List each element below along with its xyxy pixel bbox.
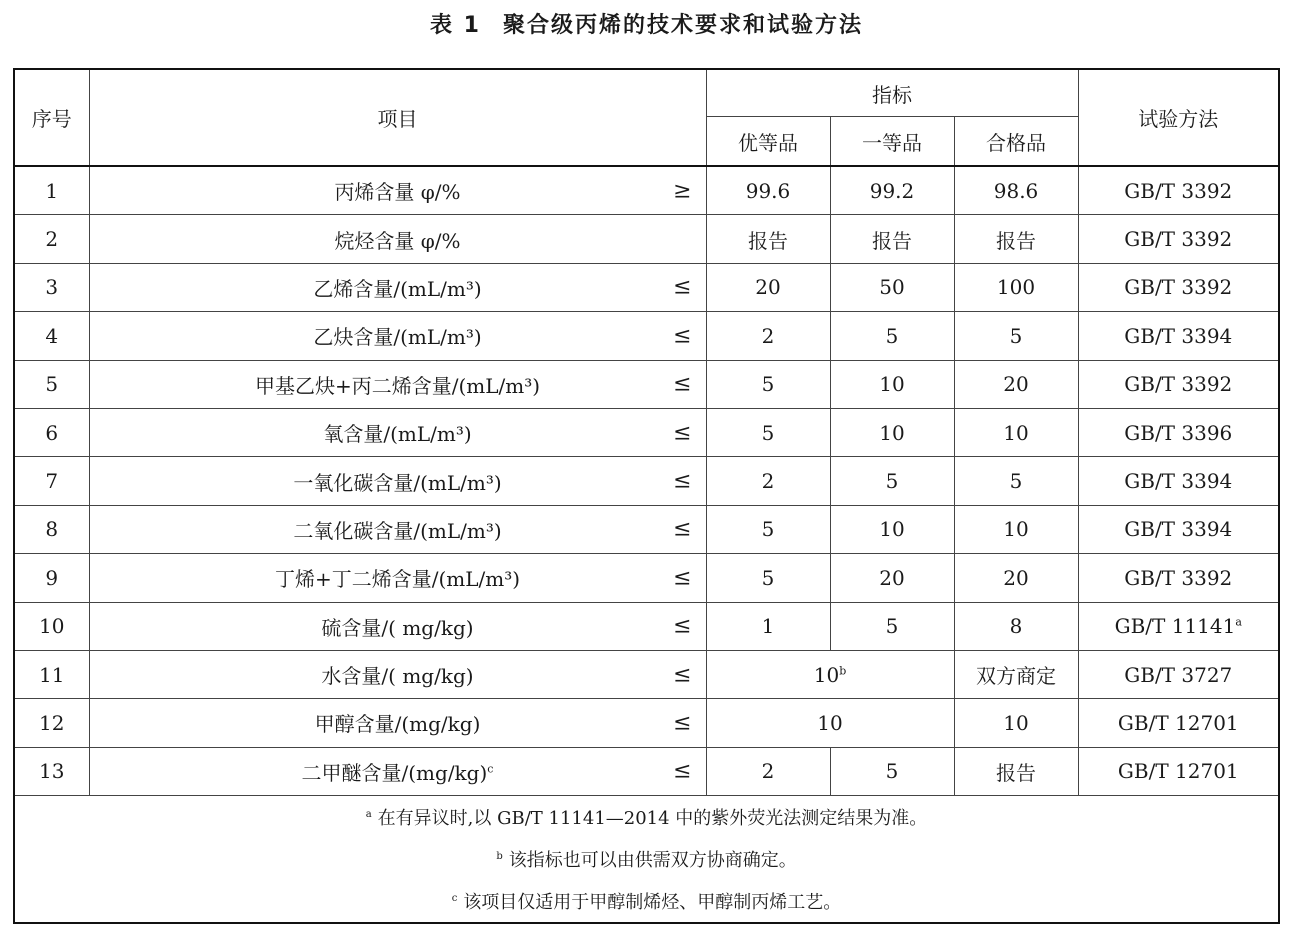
- value-label: 10: [817, 710, 843, 735]
- value-label: 10: [813, 662, 840, 687]
- method-cell: [1078, 166, 1279, 215]
- method-cell: [1078, 699, 1279, 747]
- item-cell: [89, 554, 706, 602]
- item-label: 二氧化碳含量/(mL/m³): [293, 518, 502, 543]
- spec-table: [13, 68, 1280, 924]
- comparison-symbol: ≤: [673, 758, 692, 784]
- item-cell: [89, 312, 706, 360]
- item-label: 乙炔含量/(mL/m³): [313, 325, 482, 350]
- header-grade: 优等品: [706, 117, 830, 167]
- value-cell-first: 99.2: [830, 166, 954, 215]
- value-cell-first: 5: [830, 312, 954, 360]
- value-cell-qualified: 98.6: [954, 166, 1078, 215]
- value-cell-premium: 5: [706, 408, 830, 456]
- seq-cell: 12: [14, 699, 89, 747]
- item-label: 烷烃含量 φ/%: [334, 228, 461, 253]
- seq-cell: 6: [14, 408, 89, 456]
- item-label: 氧含量/(mL/m³): [323, 422, 472, 447]
- method-cell: [1078, 650, 1279, 698]
- value-cell-qualified: 10: [954, 408, 1078, 456]
- item-cell: [89, 457, 706, 505]
- footnote-mark: a: [365, 809, 372, 821]
- footnote-mark: c: [451, 893, 458, 905]
- value-cell-qualified: 20: [954, 554, 1078, 602]
- item-label: 乙烯含量/(mL/m³): [313, 276, 482, 301]
- value-cell-first: 5: [830, 457, 954, 505]
- item-label: 丙烯含量 φ/%: [334, 180, 461, 205]
- header-row: [14, 69, 1279, 117]
- table-row: [14, 312, 1279, 360]
- item-cell: [89, 360, 706, 408]
- value-footnote-mark: b: [839, 663, 847, 677]
- item-cell: [89, 505, 706, 553]
- value-cell-qualified: 报告: [954, 747, 1078, 795]
- item-label: 一氧化碳含量/(mL/m³): [293, 470, 502, 495]
- item-cell: [89, 215, 706, 263]
- seq-cell: 11: [14, 650, 89, 698]
- item-cell: [89, 747, 706, 795]
- method-cell: [1078, 263, 1279, 311]
- seq-cell: 4: [14, 312, 89, 360]
- table-row: [14, 166, 1279, 215]
- comparison-symbol: ≤: [673, 468, 692, 494]
- value-cell-premium: 2: [706, 312, 830, 360]
- table-row: [14, 602, 1279, 650]
- header-indicator: 指标: [706, 69, 1078, 117]
- footnote: [15, 796, 1278, 838]
- table-row: [14, 360, 1279, 408]
- value-cell-first: 20: [830, 554, 954, 602]
- item-label: 硫含量/( mg/kg): [321, 615, 474, 640]
- seq-cell: 8: [14, 505, 89, 553]
- table-row: [14, 554, 1279, 602]
- value-cell-qualified: 100: [954, 263, 1078, 311]
- merged-value-cell: [706, 650, 954, 698]
- table-row: [14, 263, 1279, 311]
- footnote: [15, 880, 1278, 922]
- comparison-symbol: ≤: [673, 371, 692, 397]
- method-label: GB/T 3396: [1124, 420, 1233, 445]
- seq-cell: 2: [14, 215, 89, 263]
- comparison-symbol: ≤: [673, 323, 692, 349]
- table-number: 表 1: [430, 13, 481, 38]
- method-label: GB/T 3392: [1124, 372, 1233, 397]
- item-label: 甲基乙炔+丙二烯含量/(mL/m³): [254, 373, 541, 398]
- item-footnote-mark: c: [487, 762, 494, 776]
- value-cell-first: 报告: [830, 215, 954, 263]
- merged-value-cell: [706, 699, 954, 747]
- item-cell: [89, 699, 706, 747]
- seq-cell: 1: [14, 166, 89, 215]
- header-item: 项目: [89, 69, 706, 166]
- method-label: GB/T 3392: [1124, 565, 1233, 590]
- item-cell: [89, 602, 706, 650]
- method-cell: [1078, 360, 1279, 408]
- item-cell: [89, 166, 706, 215]
- value-cell-first: 10: [830, 408, 954, 456]
- method-cell: [1078, 312, 1279, 360]
- item-cell: [89, 408, 706, 456]
- header-method: 试验方法: [1078, 69, 1279, 166]
- value-cell-qualified: 报告: [954, 215, 1078, 263]
- value-cell-qualified: 10: [954, 505, 1078, 553]
- item-label: 丁烯+丁二烯含量/(mL/m³): [274, 567, 521, 592]
- method-cell: [1078, 747, 1279, 795]
- value-cell-premium: 5: [706, 554, 830, 602]
- method-cell: [1078, 457, 1279, 505]
- comparison-symbol: ≤: [673, 420, 692, 446]
- value-cell-premium: 5: [706, 505, 830, 553]
- seq-cell: 13: [14, 747, 89, 795]
- value-cell-qualified: 20: [954, 360, 1078, 408]
- value-cell-qualified: 双方商定: [954, 650, 1078, 698]
- table-title: 聚合级丙烯的技术要求和试验方法: [502, 13, 863, 38]
- value-cell-premium: 99.6: [706, 166, 830, 215]
- table-row: [14, 408, 1279, 456]
- method-label: GB/T 3394: [1124, 323, 1233, 348]
- value-cell-premium: 5: [706, 360, 830, 408]
- value-cell-premium: 2: [706, 457, 830, 505]
- method-label: GB/T 11141: [1114, 614, 1236, 639]
- seq-cell: 9: [14, 554, 89, 602]
- method-label: GB/T 3394: [1124, 469, 1233, 494]
- comparison-symbol: ≤: [673, 710, 692, 736]
- method-label: GB/T 3392: [1124, 275, 1233, 300]
- table-row: [14, 505, 1279, 553]
- value-cell-qualified: 5: [954, 312, 1078, 360]
- seq-cell: 3: [14, 263, 89, 311]
- footnote-text: 该项目仅适用于甲醇制烯烃、甲醇制丙烯工艺。: [463, 892, 842, 914]
- header-seq: 序号: [14, 69, 89, 166]
- item-label: 二甲醚含量/(mg/kg): [301, 760, 488, 785]
- value-cell-qualified: 8: [954, 602, 1078, 650]
- value-cell-first: 10: [830, 505, 954, 553]
- table-row: [14, 215, 1279, 263]
- footnote-text: 该指标也可以由供需双方协商确定。: [508, 850, 797, 872]
- item-cell: [89, 263, 706, 311]
- method-cell: [1078, 505, 1279, 553]
- value-cell-premium: 报告: [706, 215, 830, 263]
- seq-cell: 7: [14, 457, 89, 505]
- item-label: 甲醇含量/(mg/kg): [314, 712, 481, 737]
- method-label: GB/T 3392: [1124, 178, 1233, 203]
- item-label: 水含量/( mg/kg): [321, 664, 474, 689]
- footnote: [15, 838, 1278, 880]
- value-cell-qualified: 5: [954, 457, 1078, 505]
- header-grade: 一等品: [830, 117, 954, 167]
- method-label: GB/T 12701: [1117, 710, 1239, 735]
- footnote-text: 在有异议时,以 GB/T 11141—2014 中的紫外荧光法测定结果为准。: [377, 808, 928, 830]
- table-caption: [0, 6, 1293, 46]
- method-label: GB/T 3727: [1124, 662, 1233, 687]
- method-label: GB/T 12701: [1117, 759, 1239, 784]
- value-cell-first: 10: [830, 360, 954, 408]
- method-cell: [1078, 602, 1279, 650]
- comparison-symbol: ≤: [673, 516, 692, 542]
- comparison-symbol: ≤: [673, 565, 692, 591]
- value-cell-first: 5: [830, 602, 954, 650]
- method-label: GB/T 3392: [1124, 227, 1233, 252]
- table-row: [14, 747, 1279, 795]
- value-cell-premium: 1: [706, 602, 830, 650]
- table-row: [14, 650, 1279, 698]
- comparison-symbol: ≤: [673, 662, 692, 688]
- footnote-cell: [14, 796, 1279, 924]
- method-cell: [1078, 215, 1279, 263]
- comparison-symbol: ≤: [673, 274, 692, 300]
- method-label: GB/T 3394: [1124, 517, 1233, 542]
- value-cell-qualified: 10: [954, 699, 1078, 747]
- method-footnote-mark: a: [1235, 615, 1242, 629]
- seq-cell: 5: [14, 360, 89, 408]
- method-cell: [1078, 554, 1279, 602]
- value-cell-premium: 2: [706, 747, 830, 795]
- footnote-mark: b: [496, 851, 503, 863]
- value-cell-premium: 20: [706, 263, 830, 311]
- value-cell-first: 50: [830, 263, 954, 311]
- method-cell: [1078, 408, 1279, 456]
- footnote-row: [14, 796, 1279, 924]
- header-grade: 合格品: [954, 117, 1078, 167]
- comparison-symbol: ≥: [673, 178, 692, 204]
- table-row: [14, 457, 1279, 505]
- item-cell: [89, 650, 706, 698]
- comparison-symbol: ≤: [673, 613, 692, 639]
- table-row: [14, 699, 1279, 747]
- value-cell-first: 5: [830, 747, 954, 795]
- seq-cell: 10: [14, 602, 89, 650]
